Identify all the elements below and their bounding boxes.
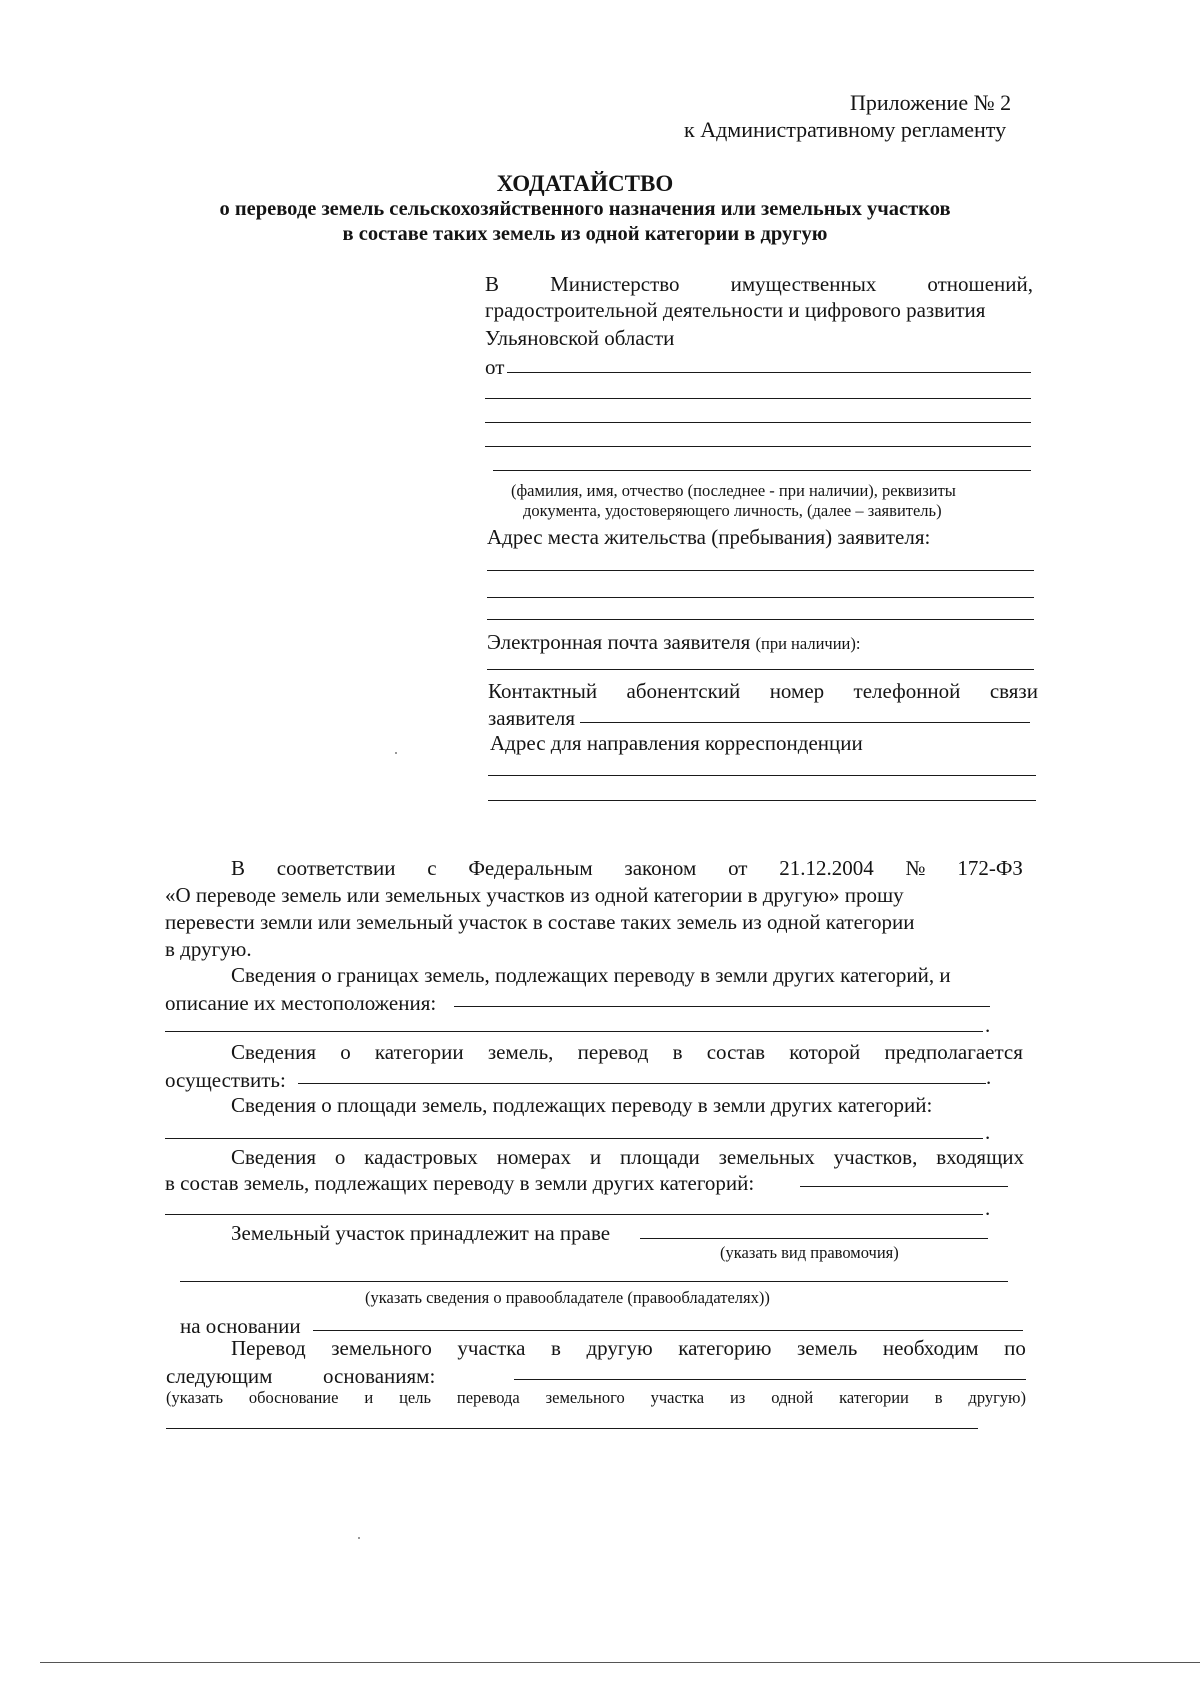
category-period: . bbox=[986, 1065, 992, 1089]
basis-field[interactable] bbox=[313, 1330, 1023, 1331]
email-label-text: Электронная почта заявителя bbox=[487, 630, 751, 654]
transfer-note-word: земельного bbox=[545, 1388, 625, 1407]
applicant-field-line[interactable] bbox=[485, 398, 1031, 399]
boundaries-field[interactable] bbox=[454, 1006, 990, 1007]
transfer-field[interactable] bbox=[514, 1379, 1026, 1380]
law-reference-line4: в другую. bbox=[165, 937, 252, 961]
email-field[interactable] bbox=[487, 669, 1034, 670]
cadastral-field-line[interactable] bbox=[165, 1214, 983, 1215]
phone-field[interactable] bbox=[580, 722, 1030, 723]
category-word: состав bbox=[706, 1040, 766, 1064]
transfer-word: земельного bbox=[331, 1336, 432, 1360]
transfer-note-word: участка bbox=[650, 1388, 705, 1407]
transfer-note-word: перевода bbox=[456, 1388, 520, 1407]
transfer-note-word: из bbox=[729, 1388, 746, 1407]
category-word: земель, bbox=[487, 1040, 554, 1064]
cadastral-word: земельных bbox=[718, 1145, 815, 1169]
transfer-word: по bbox=[1004, 1336, 1026, 1360]
transfer-note-word: и bbox=[364, 1388, 374, 1407]
law-word: № bbox=[905, 856, 926, 880]
addressee-line3: Ульяновской области bbox=[485, 326, 675, 350]
phone-word: абонентский bbox=[626, 679, 741, 703]
cadastral-word: Сведения bbox=[231, 1145, 316, 1169]
transfer-word: необходим bbox=[882, 1336, 979, 1360]
phone-label-line1 bbox=[488, 679, 1038, 704]
law-word: Федеральным bbox=[468, 856, 593, 880]
transfer-field-line[interactable] bbox=[166, 1428, 978, 1429]
addressee-word: отношений, bbox=[927, 272, 1033, 296]
law-number: 172-ФЗ bbox=[957, 856, 1023, 880]
category-word: о bbox=[340, 1040, 351, 1064]
law-word: с bbox=[427, 856, 437, 880]
cadastral-label-line1 bbox=[231, 1145, 1024, 1170]
right-field[interactable] bbox=[640, 1238, 988, 1239]
transfer-note-word: цель bbox=[399, 1388, 431, 1407]
transfer-note-word: обоснование bbox=[248, 1388, 339, 1407]
cadastral-word: о bbox=[334, 1145, 346, 1169]
transfer-note bbox=[166, 1388, 1026, 1408]
phone-word: номер bbox=[769, 679, 825, 703]
from-field[interactable] bbox=[507, 372, 1031, 373]
cadastral-period: . bbox=[985, 1196, 991, 1220]
boundaries-field-line[interactable] bbox=[165, 1031, 983, 1032]
category-word: Сведения bbox=[231, 1040, 316, 1064]
transfer-word: другую bbox=[586, 1336, 653, 1360]
transfer-word: категорию bbox=[678, 1336, 772, 1360]
cadastral-word: площади bbox=[620, 1145, 700, 1169]
category-word: перевод bbox=[577, 1040, 649, 1064]
boundaries-label-line1: Сведения о границах земель, подлежащих переводу в земли других категорий, и bbox=[231, 963, 951, 987]
area-period: . bbox=[985, 1120, 991, 1144]
appendix-number: Приложение № 2 bbox=[850, 90, 1012, 115]
transfer-note-word: другую) bbox=[968, 1388, 1026, 1407]
law-word: законом bbox=[624, 856, 697, 880]
addressee-word: Министерство bbox=[550, 272, 680, 296]
cadastral-word: входящих bbox=[936, 1145, 1024, 1169]
applicant-field-line[interactable] bbox=[493, 470, 1031, 471]
area-field[interactable] bbox=[165, 1138, 983, 1139]
law-word: от bbox=[728, 856, 748, 880]
law-date: 21.12.2004 bbox=[779, 856, 874, 880]
right-label: Земельный участок принадлежит на праве bbox=[231, 1221, 611, 1245]
document-subtitle-line1: о переводе земель сельскохозяйственного назначения или земельных участков bbox=[219, 198, 951, 220]
right-note: (указать вид правомочия) bbox=[720, 1243, 899, 1262]
addressee-word: имущественных bbox=[730, 272, 877, 296]
cadastral-word: и bbox=[589, 1145, 602, 1169]
document-title: ХОДАТАЙСТВО bbox=[496, 171, 674, 196]
cadastral-word: номерах bbox=[496, 1145, 571, 1169]
cadastral-word: кадастровых bbox=[364, 1145, 478, 1169]
holder-field[interactable] bbox=[180, 1281, 1008, 1282]
cadastral-label-line2: в состав земель, подлежащих переводу в земли других категорий: bbox=[165, 1171, 755, 1195]
transfer-word: в bbox=[551, 1336, 561, 1360]
transfer-note-word: одной bbox=[771, 1388, 814, 1407]
correspondence-field-line[interactable] bbox=[488, 800, 1036, 801]
scan-speck bbox=[358, 1537, 360, 1539]
transfer-note-word: в bbox=[934, 1388, 943, 1407]
transfer-note-word: (указать bbox=[166, 1388, 223, 1407]
from-label: от bbox=[485, 355, 505, 379]
residence-field-line[interactable] bbox=[487, 570, 1034, 571]
transfer-word: земель bbox=[797, 1336, 858, 1360]
law-word: соответствии bbox=[276, 856, 396, 880]
correspondence-label: Адрес для направления корреспонденции bbox=[490, 731, 863, 755]
basis-label: на основании bbox=[180, 1314, 301, 1338]
transfer-label-line2-b: основаниям: bbox=[323, 1364, 436, 1388]
transfer-label-line2-a: следующим bbox=[166, 1364, 273, 1388]
addressee-line2: градостроительной деятельности и цифрового развития bbox=[485, 298, 986, 322]
boundaries-label-line2: описание их местоположения: bbox=[165, 991, 437, 1015]
law-reference-line3: перевести земли или земельный участок в составе таких земель из одной категории bbox=[165, 910, 915, 934]
applicant-note-line1: (фамилия, имя, отчество (последнее - при наличии), реквизиты bbox=[511, 481, 956, 500]
category-word: предполагается bbox=[884, 1040, 1023, 1064]
transfer-word: участка bbox=[457, 1336, 526, 1360]
email-note: (при наличии): bbox=[755, 634, 861, 653]
category-word: которой bbox=[789, 1040, 861, 1064]
applicant-field-line[interactable] bbox=[485, 422, 1031, 423]
phone-label-line2: заявителя bbox=[488, 706, 576, 730]
boundaries-period: . bbox=[985, 1013, 991, 1037]
category-label-line1 bbox=[231, 1040, 1023, 1065]
phone-word: связи bbox=[989, 679, 1038, 703]
phone-word: телефонной bbox=[853, 679, 961, 703]
law-reference-line1 bbox=[231, 856, 1023, 881]
category-field[interactable] bbox=[298, 1083, 986, 1084]
applicant-note-line2: документа, удостоверяющего личность, (далее – заявитель) bbox=[523, 501, 942, 520]
cadastral-field[interactable] bbox=[800, 1186, 1008, 1187]
addressee-word: В bbox=[485, 272, 500, 296]
area-label: Сведения о площади земель, подлежащих переводу в земли других категорий: bbox=[231, 1093, 933, 1117]
scan-edge-line bbox=[40, 1662, 1200, 1663]
document-subtitle-line2: в составе таких земель из одной категории в другую bbox=[342, 223, 828, 245]
category-word: категории bbox=[374, 1040, 464, 1064]
cadastral-word: участков, bbox=[833, 1145, 918, 1169]
category-label-line2: осуществить: bbox=[165, 1068, 286, 1092]
residence-field-line[interactable] bbox=[487, 597, 1034, 598]
scan-speck bbox=[395, 752, 397, 754]
residence-field-line[interactable] bbox=[487, 619, 1034, 620]
law-word: В bbox=[231, 856, 246, 880]
transfer-word: Перевод bbox=[231, 1336, 306, 1360]
category-word: в bbox=[672, 1040, 683, 1064]
appendix-regulation: к Административному регламенту bbox=[684, 117, 1007, 142]
holder-note: (указать сведения о правообладателе (правообладателях)) bbox=[365, 1288, 770, 1307]
phone-word: Контактный bbox=[488, 679, 598, 703]
transfer-note-word: категории bbox=[839, 1388, 909, 1407]
email-label bbox=[487, 630, 860, 655]
law-reference-line2: «О переводе земель или земельных участков из одной категории в другую» прошу bbox=[165, 883, 904, 907]
addressee-line1 bbox=[485, 272, 1033, 297]
residence-label: Адрес места жительства (пребывания) заявителя: bbox=[487, 525, 931, 549]
transfer-label-line1 bbox=[231, 1336, 1026, 1361]
correspondence-field-line[interactable] bbox=[488, 775, 1036, 776]
applicant-field-line[interactable] bbox=[485, 446, 1031, 447]
